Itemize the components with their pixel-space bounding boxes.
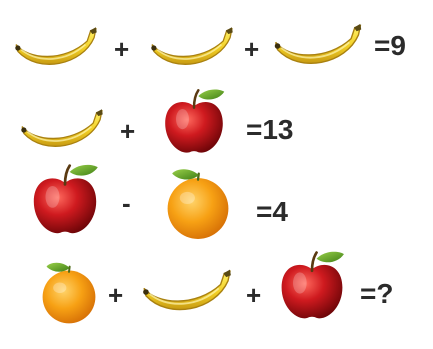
orange-icon bbox=[160, 166, 236, 242]
banana-icon bbox=[12, 22, 100, 74]
equation-row-1 bbox=[0, 10, 433, 80]
result-value: =9 bbox=[374, 30, 406, 61]
result-value: =? bbox=[360, 278, 394, 309]
minus-operator: - bbox=[122, 188, 131, 218]
plus-operator: + bbox=[246, 280, 262, 310]
apple-icon bbox=[158, 84, 230, 160]
apple-icon bbox=[26, 160, 104, 240]
equation-row-3 bbox=[0, 158, 433, 244]
banana-icon bbox=[140, 264, 234, 320]
banana-icon bbox=[272, 18, 364, 74]
plus-operator: + bbox=[120, 116, 136, 146]
equation-row-2 bbox=[0, 84, 433, 164]
equation-row-4 bbox=[0, 246, 433, 338]
result-value: =13 bbox=[246, 114, 294, 145]
apple-icon bbox=[274, 246, 350, 326]
banana-icon bbox=[148, 22, 236, 74]
banana-icon bbox=[18, 104, 106, 156]
plus-operator: + bbox=[108, 280, 124, 310]
result-value: =4 bbox=[256, 196, 288, 227]
plus-operator: + bbox=[244, 34, 260, 64]
orange-icon bbox=[36, 260, 102, 326]
plus-operator: + bbox=[114, 34, 130, 64]
